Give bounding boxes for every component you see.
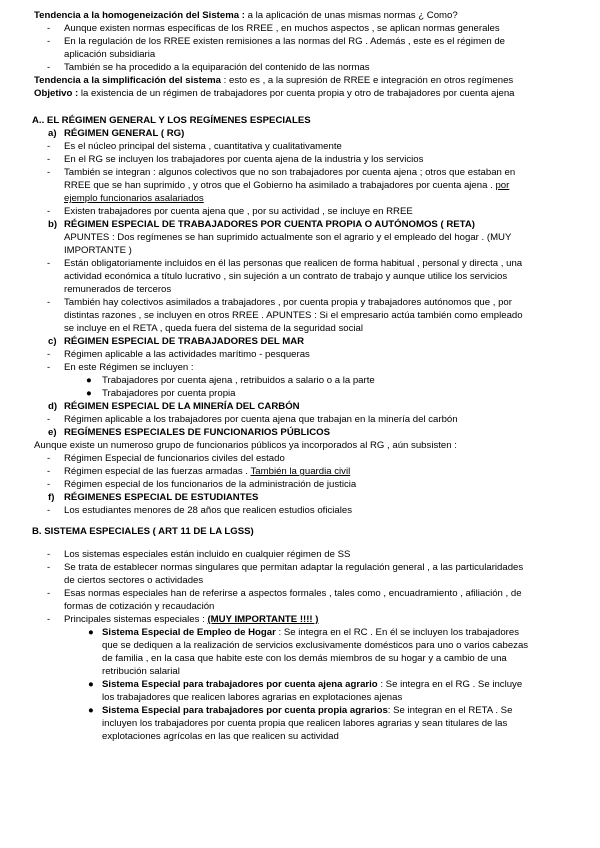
dash-bullet-icon: - (47, 349, 51, 360)
dash-bullet-icon: - (47, 62, 51, 73)
dot-bullet-icon: ● (88, 627, 94, 638)
sub-list-item-continuation: de familia , en la casa que habite este con los demás miembros de su hogar y a cambio de una (102, 653, 507, 664)
list-item: - Régimen aplicable a los trabajadores por cuenta ajena que trabajan en la minería del carbón (47, 414, 458, 425)
list-item: - Régimen aplicable a las actividades marítimo - pesqueras (47, 349, 310, 360)
list-item: - Los sistemas especiales están incluido en cualquier régimen de SS (47, 549, 351, 560)
simplification-label: Tendencia a la simplificación del sistema (34, 75, 221, 86)
list-item-continuation: ejemplo funcionarios asalariados (64, 193, 204, 204)
section-a-title: A.. EL RÉGIMEN GENERAL Y LOS REGÍMENES ESPECIALES (32, 115, 311, 126)
dash-bullet-icon: - (47, 614, 51, 625)
subsection-a-heading: a) RÉGIMEN GENERAL ( RG) (48, 128, 185, 139)
subsection-d-heading: d) RÉGIMEN ESPECIAL DE LA MINERÍA DEL CARBÓN (48, 401, 300, 412)
sub-list-item: ● Sistema Especial para trabajadores por cuenta propia agrarios: Se integran en el RETA . Se (88, 705, 513, 716)
subsection-c-heading: c) RÉGIMEN ESPECIAL DE TRABAJADORES DEL MAR (48, 336, 305, 347)
subsection-e-heading: e) REGÍMENES ESPECIALES DE FUNCIONARIOS PÚBLICOS (48, 427, 330, 438)
objective-text: la existencia de un régimen de trabajadores por cuenta propia y otro de trabajadores por cuenta ajena (78, 88, 515, 99)
dot-bullet-icon: ● (88, 679, 94, 690)
list-item: - En el RG se incluyen los trabajadores por cuenta ajena de la industria y los servicios (47, 154, 424, 165)
list-item: - Existen trabajadores por cuenta ajena que , por su actividad , se incluye en RREE (47, 206, 413, 217)
section-b-title: B. SISTEMA ESPECIALES ( ART 11 DE LA LGSS) (32, 526, 254, 537)
list-item: - Los estudiantes menores de 28 años que realicen estudios oficiales (47, 505, 352, 516)
homogenization-line (34, 9, 600, 22)
dash-bullet-icon: - (47, 362, 51, 373)
sub-list-item: ● Trabajadores por cuenta propia (86, 388, 236, 399)
dash-bullet-icon: - (47, 23, 51, 34)
note-line: APUNTES : Dos regímenes se han suprimido actualmente son el agrario y el empleado del hogar . (MUY (64, 232, 512, 243)
dash-bullet-icon: - (47, 466, 51, 477)
dash-bullet-icon: - (47, 505, 51, 516)
list-item-continuation: formas de cotización y recaudación (64, 601, 215, 612)
note-line: IMPORTANTE ) (64, 245, 132, 256)
dash-bullet-icon: - (47, 453, 51, 464)
list-item: - Es el núcleo principal del sistema , cuantitativa y cualitativamente (47, 141, 342, 152)
dash-bullet-icon: - (47, 588, 51, 599)
list-item-continuation: de ciertos sectores o actividades (64, 575, 204, 586)
dot-bullet-icon: ● (86, 388, 92, 399)
dot-bullet-icon: ● (88, 705, 94, 716)
list-item: - Régimen especial de los funcionarios de la administración de justicia (47, 479, 357, 490)
list-item-continuation: actividad económica a título lucrativo , sin sujeción a un contrato de trabajo y aunque utilice los servicios (64, 271, 508, 282)
dash-bullet-icon: - (47, 414, 51, 425)
sub-list-item-continuation: explotaciones agrícolas en las que realicen su actividad (102, 731, 339, 742)
list-item: - Aunque existen normas específicas de los RREE , en muchos aspectos , se aplican normas generales (47, 23, 500, 34)
dash-bullet-icon: - (47, 549, 51, 560)
dot-bullet-icon: ● (86, 375, 92, 386)
sub-list-item-continuation: incluyen los trabajadores por cuenta propia que realicen labores agrarias y sean titulares de las (102, 718, 508, 729)
dash-bullet-icon: - (47, 297, 51, 308)
list-item: - Esas normas especiales han de referirse a aspectos formales , tales como , encuadramiento , afiliación , de (47, 588, 522, 599)
dash-bullet-icon: - (47, 562, 51, 573)
list-item: - En la regulación de los RREE existen remisiones a las normas del RG . Además , este es el régimen de (47, 36, 505, 47)
sub-list-item-continuation: retribución salarial (102, 666, 180, 677)
sub-list-item: ● Trabajadores por cuenta ajena , retribuidos a salario o a la parte (86, 375, 375, 386)
subsection-b-heading: b) RÉGIMEN ESPECIAL DE TRABAJADORES POR CUENTA PROPIA O AUTÓNOMOS ( RETA) (48, 219, 475, 230)
list-item: - Están obligatoriamente incluidos en él las personas que realicen de forma habitual , personal y directa , una (47, 258, 523, 269)
list-item-continuation: aplicación subsidiaria (64, 49, 156, 60)
list-item-continuation: se incluye en el RETA , queda fuera del sistema de la seguridad social (64, 323, 363, 334)
dash-bullet-icon: - (47, 479, 51, 490)
simplification-text: : esto es , a la supresión de RREE e integración en otros regímenes (220, 75, 514, 86)
list-item-continuation: remunerados de terceros (64, 284, 172, 295)
dash-bullet-icon: - (47, 36, 51, 47)
simplification-line (34, 74, 600, 87)
dash-bullet-icon: - (47, 167, 51, 178)
sub-list-item: ● Sistema Especial para trabajadores por cuenta ajena agrario : Se integra en el RG . Se incluye (88, 679, 523, 690)
list-item: - También se ha procedido a la equiparación del contenido de las normas (47, 62, 370, 73)
subsection-f-heading: f) RÉGIMENES ESPECIAL DE ESTUDIANTES (48, 492, 259, 503)
list-item: - Se trata de establecer normas singulares que permitan adaptar la regulación general , a las particularidades (47, 562, 524, 573)
list-item: - Principales sistemas especiales : (MUY IMPORTANTE !!!! ) (47, 614, 319, 625)
list-item: - En este Régimen se incluyen : (47, 362, 194, 373)
objective-label: Objetivo : (34, 88, 79, 99)
dash-bullet-icon: - (47, 206, 51, 217)
list-item: - Régimen Especial de funcionarios civiles del estado (47, 453, 285, 464)
list-item: - Régimen especial de las fuerzas armadas . También la guardia civil (47, 466, 351, 477)
e-intro-line: Aunque existe un numeroso grupo de funcionarios públicos ya incorporados al RG , aún subsisten : (34, 440, 457, 451)
sub-list-item-continuation: que se dediquen a la realización de servicios exclusivamente domésticos para uno o varios cabezas (102, 640, 529, 651)
dash-bullet-icon: - (47, 154, 51, 165)
list-item: - También hay colectivos asimilados a trabajadores , por cuenta propia y trabajadores autónomos que , por (47, 297, 512, 308)
dash-bullet-icon: - (47, 258, 51, 269)
dash-bullet-icon: - (47, 141, 51, 152)
sub-list-item-continuation: los trabajadores que realicen labores agrarias en explotaciones ajenas (102, 692, 403, 703)
sub-list-item: ● Sistema Especial de Empleo de Hogar : Se integra en el RC . En él se incluyen los trabajadores (88, 627, 520, 638)
homogenization-text: a la aplicación de unas mismas normas ¿ Como? (244, 10, 458, 21)
homogenization-label: Tendencia a la homogeneización del Sistema : (34, 10, 245, 21)
list-item-continuation: RREE que se han suprimido , y otros que el Gobierno ha asimilado a trabajadores por cuenta ajena . por (64, 180, 510, 191)
list-item-continuation: distintas razones , se incluyen en otros RREE . APUNTES : Si el empresario actúa también como empleado (64, 310, 523, 321)
objective-line (34, 87, 600, 100)
list-item: - También se integran : algunos colectivos que no son trabajadores por cuenta ajena ; otros que estaban en (47, 167, 516, 178)
